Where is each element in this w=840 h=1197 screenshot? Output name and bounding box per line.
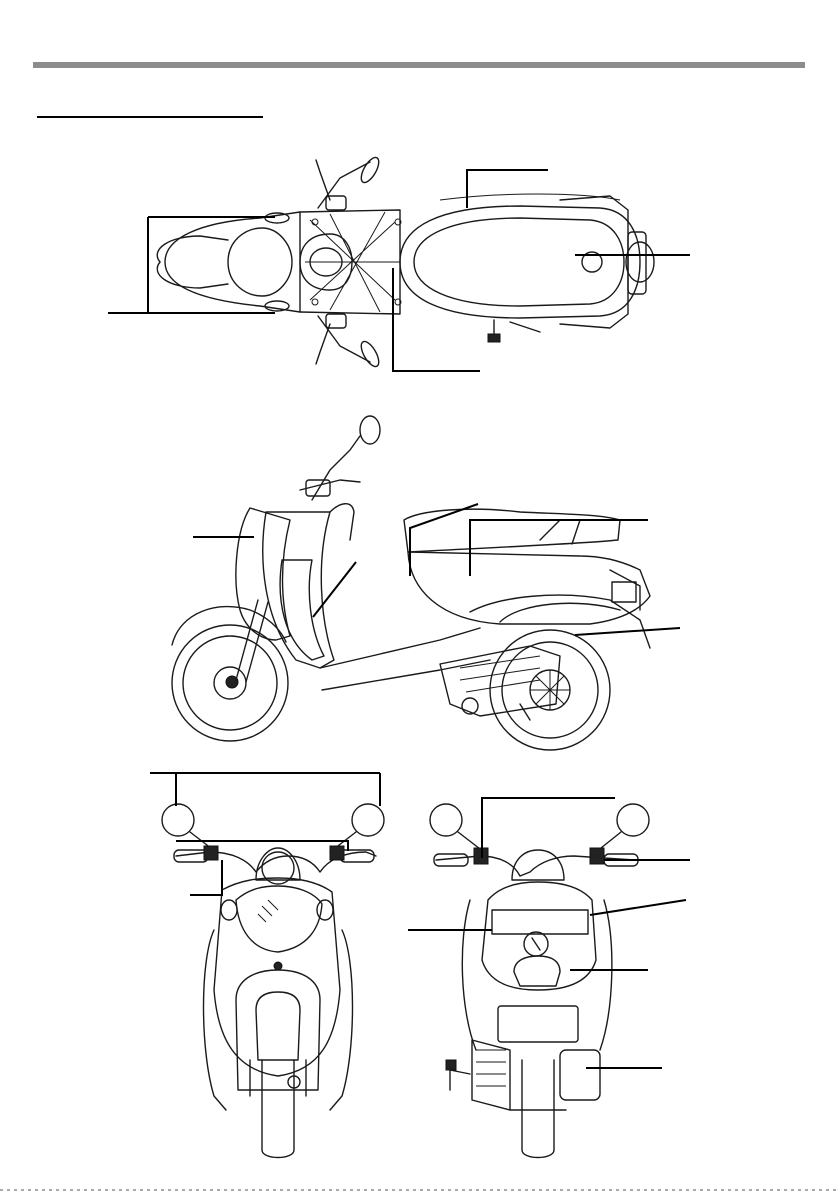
top-view [108, 155, 690, 371]
front-view [150, 773, 384, 1158]
side-view [172, 416, 680, 750]
rear-view [408, 798, 690, 1158]
header-bar [33, 62, 805, 68]
